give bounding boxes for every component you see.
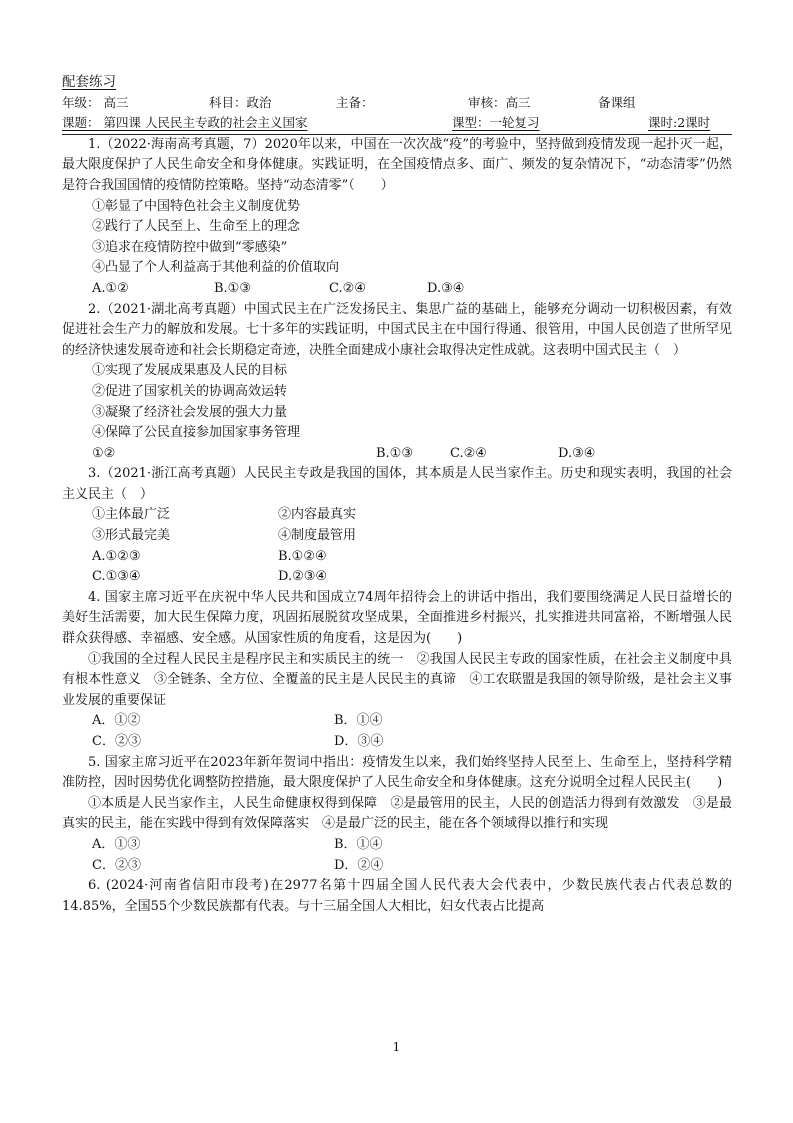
worksheet-page — [62, 72, 732, 917]
answer-choices — [62, 567, 732, 588]
choice-d: D．③④ — [334, 734, 384, 749]
reviewer-label: 审核：高三 — [468, 94, 531, 110]
lesson-label: 课题： 第四课 人民民主专政的社会主义国家 — [62, 115, 308, 131]
choice-a: A.①②③ — [92, 548, 141, 564]
question-stem: 6. (2024·河南省信阳市段考)在2977名第十四届全国人民代表大会代表中，少数民族代表占代表总数的14.85%，全国55个少数民族都有代表。与十三届全国人大相比，妇女代表占比提高 — [62, 878, 732, 914]
statement-item: ③凝聚了经济社会发展的强大力量 — [92, 404, 288, 420]
choice-c: C.②④ — [329, 280, 366, 296]
statement-item: ①彰显了中国特色社会主义制度优势 — [92, 198, 301, 214]
choice-c: C．②③ — [92, 857, 141, 873]
statement-item: ④保障了公民直接参加国家事务管理 — [92, 425, 301, 441]
statement-item: ①实现了发展成果惠及人民的目标 — [92, 363, 288, 379]
choice-b: B．①④ — [334, 713, 383, 729]
answer-choices — [62, 547, 732, 568]
choice-a: A．①③ — [92, 836, 141, 852]
grade-label: 年级： 高三 — [62, 94, 129, 110]
statement-item: ③追求在疫情防控中做到“零感染” — [92, 239, 288, 255]
statement-item: ③形式最完美 — [92, 528, 171, 544]
header-row-2 — [62, 113, 732, 135]
choice-a: ①② — [92, 445, 116, 461]
header-row-1 — [62, 93, 732, 114]
group-label: 备课组 — [598, 94, 636, 110]
statement-row — [62, 505, 732, 526]
question-stem: 4. 国家主席习近平在庆祝中华人民共和国成立74周年招待会上的讲话中指出，我们要围绕满足人民日益增长的美好生活需要，加大民生保障力度，巩固拓展脱贫攻坚成果，全面推进乡村振兴，扎实推进共同富裕，不断增强人民群众获得感、幸福感、安全感。从国家性质的角度看，这是因为( ) — [62, 589, 732, 647]
choice-a: A.①② — [92, 280, 129, 296]
question-stem: 2.（2021·湖北高考真题）中国式民主在广泛发扬民主、集思广益的基础上，能够充分调动一切积极因素，有效促进社会生产力的解放和发展。七十多年的实践证明，中国式民主在中国行得通、很管用，中国人民创造了世所罕见的经济快速发展奇迹和社会长期稳定奇迹，决胜全面建成小康社会取得决定性成就。这表明中国式民主（ ） — [62, 301, 732, 358]
choice-c: C．②③ — [92, 734, 141, 749]
answer-choices — [62, 856, 732, 877]
choice-c: C.①③④ — [92, 569, 141, 585]
choice-b: B.①②④ — [278, 548, 327, 564]
choice-c: C.②④ — [450, 445, 487, 461]
statement-paragraph: ①本质是人民当家作主，人民生命健康权得到保障 ②是最管用的民主，人民的创造活力得到有效激发 ③是最真实的民主，能在实践中得到有效保障落实 ④是最广泛的民主，能在各个领域得以推行和实现 — [62, 795, 732, 832]
answer-choices — [62, 279, 732, 300]
choice-d: D．②④ — [334, 857, 384, 873]
statement-row — [62, 526, 732, 547]
choice-b: B.①③ — [376, 445, 413, 461]
answer-choices — [62, 444, 732, 465]
page-number: 1 — [392, 1040, 401, 1054]
question-stem: 3.（2021·浙江高考真题）人民民主专政是我国的国体，其本质是人民当家作主。历史和现实表明，我国的社会主义民主（ ） — [62, 466, 732, 502]
question-stem: 5. 国家主席习近平在2023年新年贺词中指出：疫情发生以来，我们始终坚持人民至上、生命至上，坚持科学精准防控，因时因势优化调整防控措施，最大限度保护了人民生命安全和身体健康。这充分说明全过程人民民主( ) — [62, 754, 732, 791]
statement-item: ①主体最广泛 — [92, 507, 171, 523]
answer-choices — [62, 835, 732, 856]
answer-choices — [62, 732, 732, 753]
question-stem: 1.（2022·海南高考真题，7）2020年以来，中国在一次次战“疫”的考验中，坚持做到疫情发现一起扑灭一起，最大限度保护了人民生命安全和身体健康。实践证明，在全国疫情点多、面广、频发的复杂情况下，“动态清零”仍然是符合我国国情的疫情防控策略。坚持“动态清零”（ ） — [62, 136, 732, 193]
choice-d: D.②③④ — [278, 569, 328, 585]
statement-item: ④制度最管用 — [278, 528, 357, 544]
statement-paragraph: ①我国的全过程人民民主是程序民主和实质民主的统一 ②我国人民民主专政的国家性质，在社会主义制度中具有根本性意义 ③全链条、全方位、全覆盖的民主是人民民主的真谛 ④工农联盟是我国的领导阶级，是社会主义事业发展的重要保证 — [62, 651, 732, 708]
statement-item: ④凸显了个人利益高于其他利益的价值取向 — [92, 260, 340, 276]
choice-d: D.③④ — [427, 280, 465, 296]
subject-label: 科目：政治 — [209, 94, 272, 110]
choice-a: A．①② — [92, 713, 141, 729]
choice-b: B．①④ — [334, 836, 383, 852]
lesson-hours-label: 课时:2课时 — [648, 115, 711, 131]
statement-item: ②践行了人民至上、生命至上的理念 — [92, 219, 301, 235]
lesson-type-label: 课型：一轮复习 — [452, 115, 540, 131]
choice-b: B.①③ — [214, 280, 251, 296]
choice-d: D.③④ — [558, 445, 596, 461]
preparer-label: 主备： — [336, 94, 374, 110]
answer-choices — [62, 711, 732, 732]
statement-item: ②促进了国家机关的协调高效运转 — [92, 383, 288, 399]
worksheet-title: 配套练习 — [62, 74, 116, 90]
statement-item: ②内容最真实 — [278, 507, 357, 523]
